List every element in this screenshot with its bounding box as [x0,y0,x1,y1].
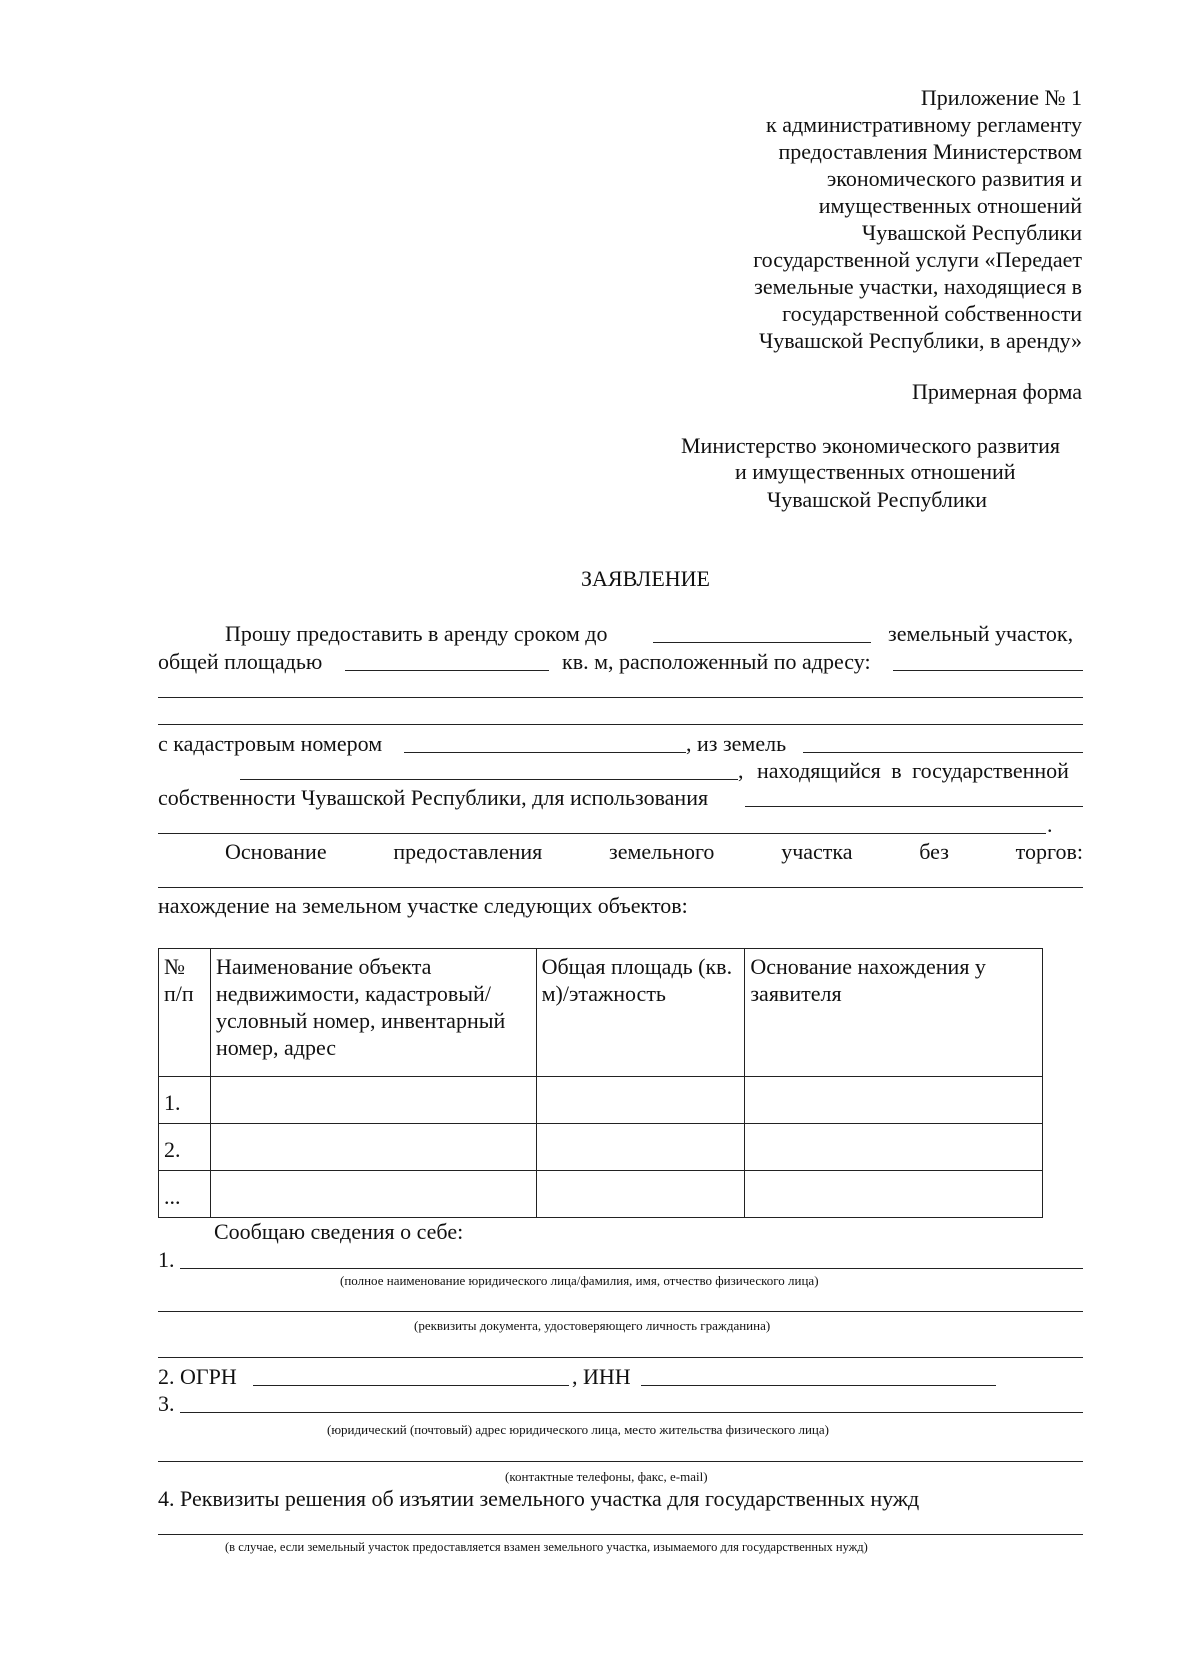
period-mark: . [1047,812,1053,837]
addressee-line-2: и имущественных отношений [735,459,1016,484]
item-3-label: 3. [158,1391,175,1416]
appendix-line: предоставления Министерством [778,139,1082,164]
usage-field-2[interactable] [158,833,1046,834]
state-ownership-text: находящийся в государственной [757,758,1069,783]
blank-line[interactable] [158,1357,1083,1358]
appendix-line: государственной собственности [782,301,1082,326]
inn-label: , ИНН [572,1364,631,1389]
lease-term-field[interactable] [653,642,871,643]
request-text-2: земельный участок, [888,621,1074,646]
area-field[interactable] [345,670,549,671]
land-category-label: , из земель [686,731,787,756]
caption-contacts: (контактные телефоны, факс, e-mail) [505,1469,708,1484]
table-cell[interactable] [536,1124,745,1171]
basis-word: предоставления [393,839,543,864]
request-text-1: Прошу предоставить в аренду сроком до [225,621,608,646]
table-header-row [159,949,1043,1077]
row-number: 1. [159,1077,211,1124]
objects-table [158,948,1043,1218]
table-row [159,1124,1043,1171]
item-1-label: 1. [158,1247,175,1272]
id-document-field[interactable] [158,1311,1083,1312]
land-category-field-2[interactable] [240,779,738,780]
table-cell[interactable] [536,1077,745,1124]
appendix-line: экономического развития и [826,166,1082,191]
basis-line [225,838,1083,865]
caption-full-name: (полное наименование юридического лица/фамилия, имя, отчество физического лица) [340,1273,819,1288]
contacts-field[interactable] [158,1461,1083,1462]
ogrn-field[interactable] [253,1385,569,1386]
cadastral-label: с кадастровым номером [158,731,383,756]
caption-address: (юридический (почтовый) адрес юридического лица, место жительства физического лица) [327,1422,829,1437]
objects-intro: нахождение на земельном участке следующих объектов: [158,893,688,918]
address-field-1[interactable] [893,670,1083,671]
basis-word: Основание [225,839,327,864]
withdrawal-decision-field[interactable] [158,1534,1083,1535]
usage-label: собственности Чувашской Республики, для использования [158,785,709,810]
address-field-3[interactable] [158,724,1083,725]
cadastral-number-field[interactable] [404,752,686,753]
caption-id-document: (реквизиты документа, удостоверяющего личность гражданина) [414,1318,771,1333]
basis-word: торгов: [1015,839,1083,864]
form-type-label: Примерная форма [912,379,1082,404]
table-cell[interactable] [210,1124,536,1171]
address-label: кв. м, расположенный по адресу: [562,649,871,674]
header-number: № п/п [159,949,211,1077]
appendix-line: земельные участки, находящиеся в [754,274,1082,299]
appendix-line: имущественных отношений [818,193,1082,218]
basis-word: без [919,839,949,864]
table-cell[interactable] [745,1171,1043,1218]
table-cell[interactable] [745,1077,1043,1124]
table-row [159,1171,1043,1218]
ogrn-label: 2. ОГРН [158,1364,237,1389]
basis-word: земельного [609,839,715,864]
appendix-line: Чувашской Республики [861,220,1082,245]
usage-field-1[interactable] [745,806,1083,807]
area-label: общей площадью [158,649,323,674]
appendix-header [753,84,1082,354]
row-number: ... [159,1171,211,1218]
appendix-line: Приложение № 1 [920,85,1082,110]
land-category-field-1[interactable] [803,752,1083,753]
basis-field[interactable] [158,887,1083,888]
table-row [159,1077,1043,1124]
full-name-field[interactable] [180,1268,1083,1269]
table-cell[interactable] [536,1171,745,1218]
appendix-line: государственной услуги «Передает [753,247,1082,272]
header-object-name: Наименование объекта недвижимости, кадастровый/условный номер, инвентарный номер, адрес [210,949,536,1077]
legal-address-field[interactable] [180,1412,1083,1413]
document-title: ЗАЯВЛЕНИЕ [581,566,710,591]
table-cell[interactable] [210,1077,536,1124]
caption-withdrawal: (в случае, если земельный участок предоставляется взамен земельного участка, изымаемого для государственных нужд) [225,1540,868,1554]
table-cell[interactable] [210,1171,536,1218]
addressee-line-3: Чувашской Республики [767,487,988,512]
basis-word: участка [781,839,853,864]
appendix-line: Чувашской Республики, в аренду» [758,328,1082,353]
row-number: 2. [159,1124,211,1171]
appendix-line: к административному регламенту [766,112,1082,137]
item-4-label: 4. Реквизиты решения об изъятии земельного участка для государственных нужд [158,1486,920,1511]
header-area: Общая площадь (кв. м)/этажность [536,949,745,1077]
address-field-2[interactable] [158,697,1083,698]
inn-field[interactable] [641,1385,996,1386]
addressee-line-1: Министерство экономического развития [681,433,1061,458]
header-basis: Основание нахождения у заявителя [745,949,1043,1077]
comma-mark: , [738,758,744,783]
self-info-intro: Сообщаю сведения о себе: [214,1219,464,1244]
table-cell[interactable] [745,1124,1043,1171]
